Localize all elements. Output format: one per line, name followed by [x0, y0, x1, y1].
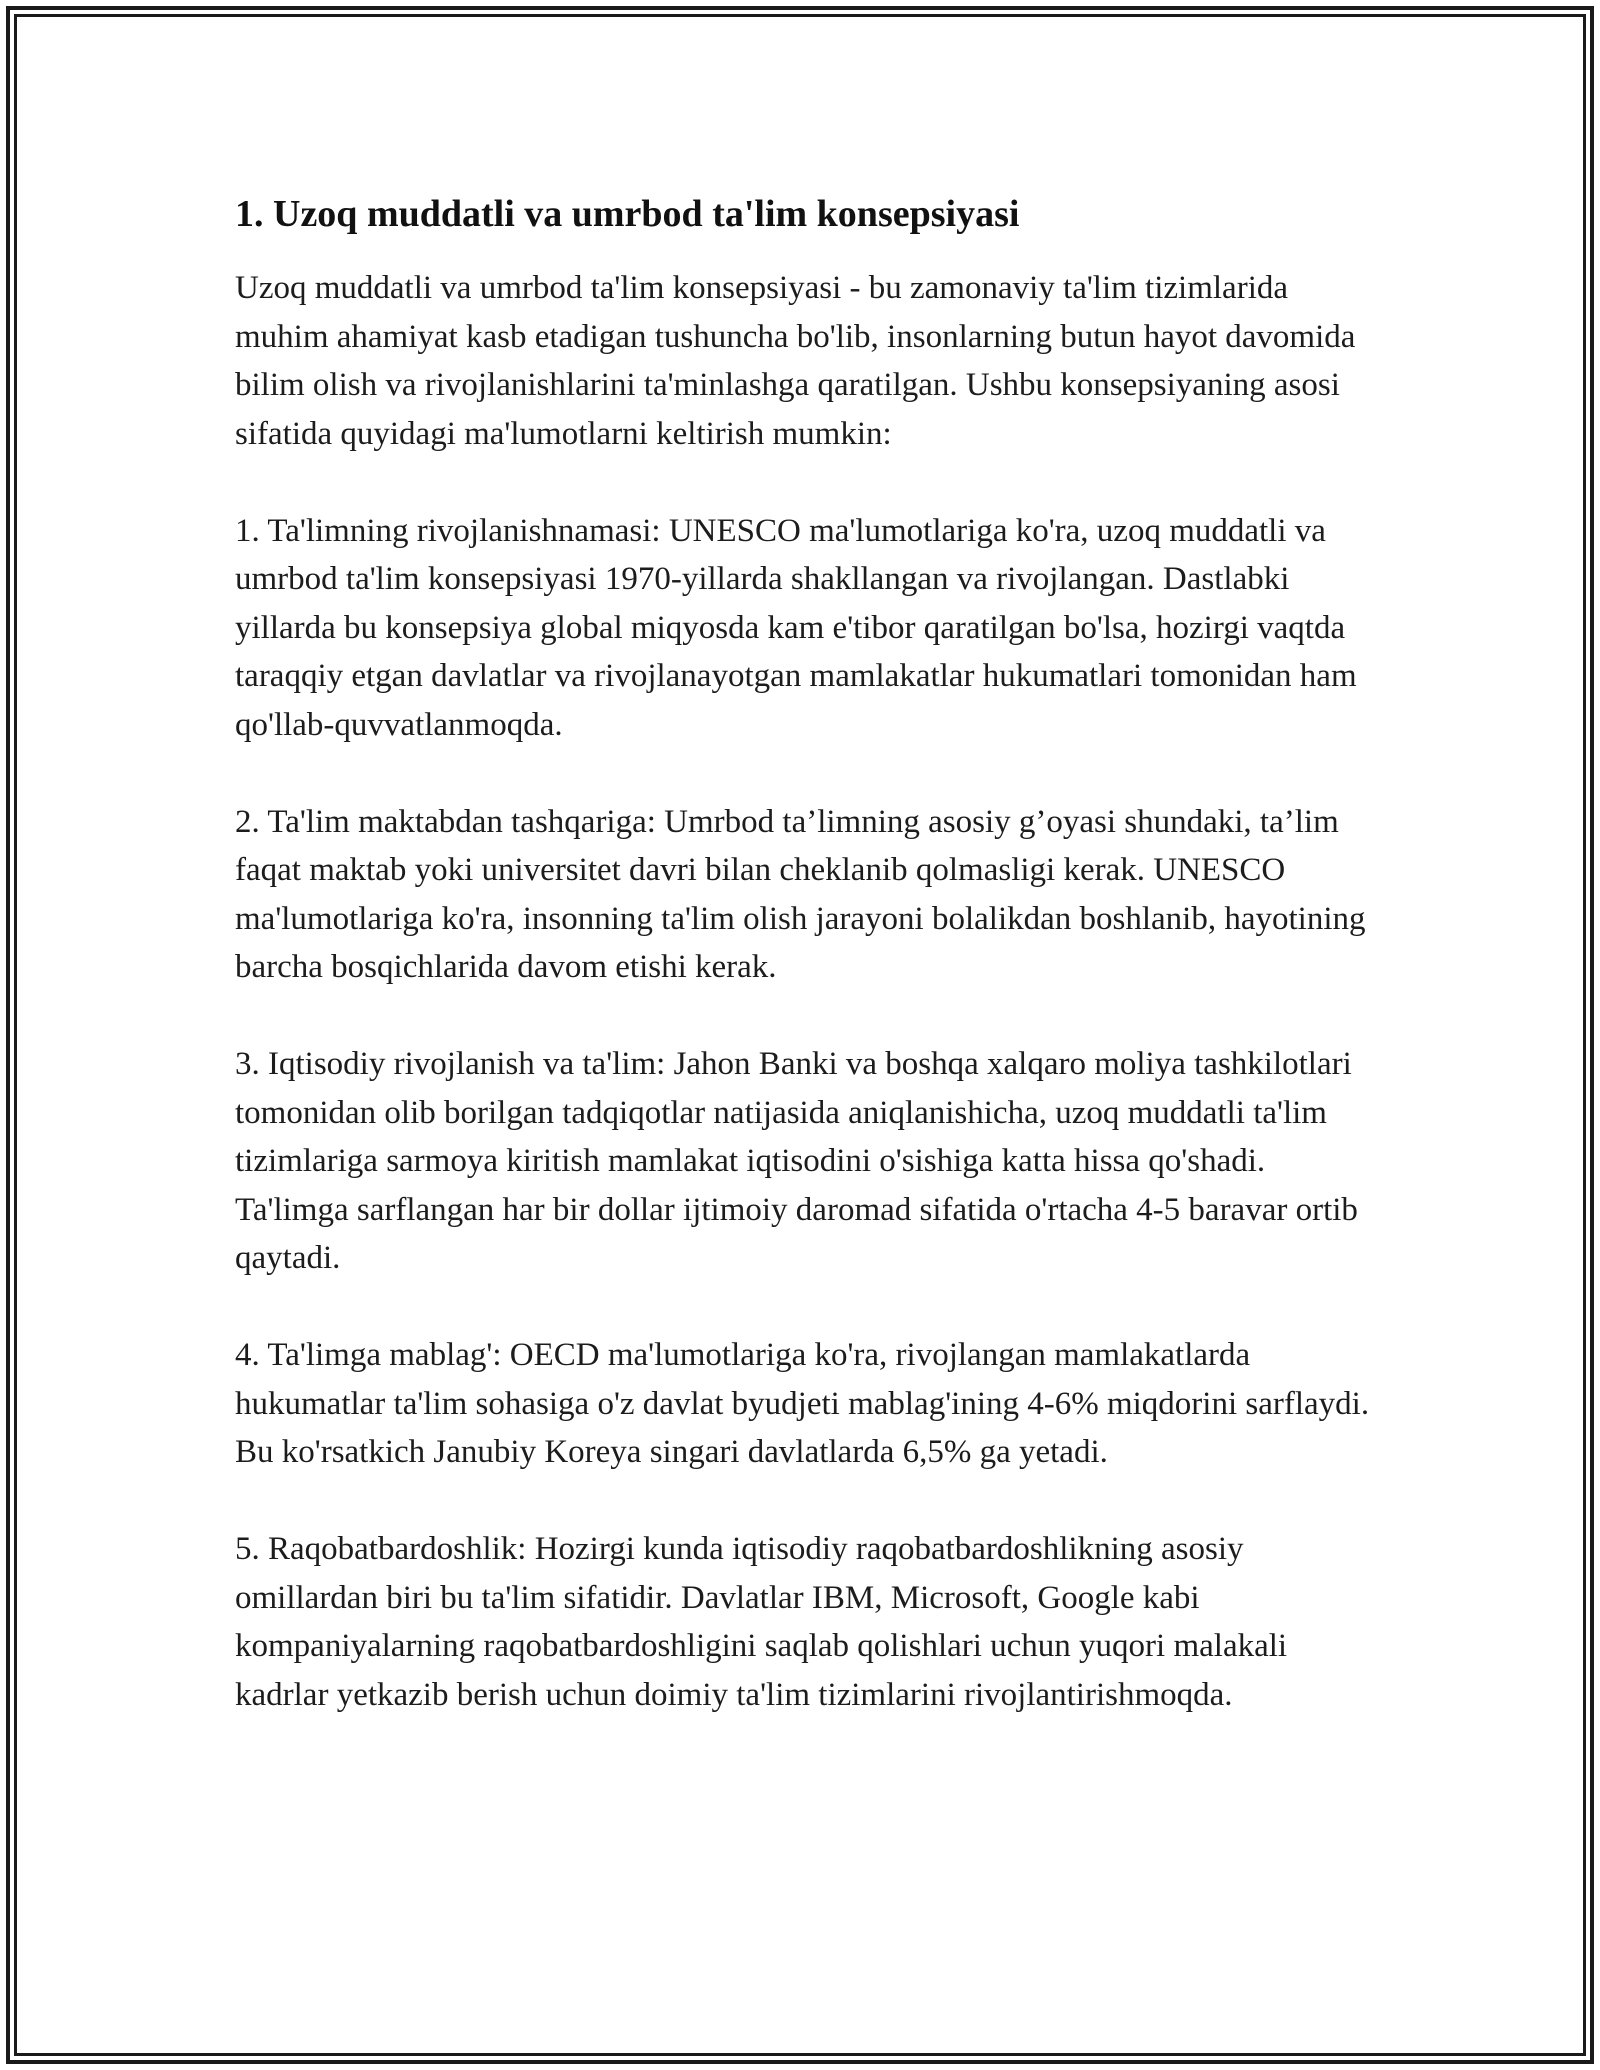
list-item-3-paragraph: 3. Iqtisodiy rivojlanish va ta'lim: Jahon Banki va boshqa xalqaro moliya tashkilotlari tomonidan olib borilgan tadqiqotlar natijasida aniqlanishicha, uzoq muddatli ta'lim tizimlariga sarmoya kiritish mamlakat iqtisodini o'sishiga katta hissa qo'shadi. Ta'limga sarflangan har bir dollar ijtimoiy daromad sifatida o'rtacha 4-5 baravar ortib qaytadi.: [235, 1046, 1358, 1276]
list-item-2-paragraph: 2. Ta'lim maktabdan tashqariga: Umrbod ta’limning asosiy g’oyasi shundaki, ta’lim faqat maktab yoki universitet davri bilan cheklanib qolmasligi kerak. UNESCO ma'lumotlariga ko'ra, insonning ta'lim olish jarayoni bolalikdan boshlanib, hayotining barcha bosqichlarida davom etishi kerak.: [235, 803, 1366, 985]
list-item-1-paragraph: 1. Ta'limning rivojlanishnamasi: UNESCO ma'lumotlariga ko'ra, uzoq muddatli va umrbod ta'lim konsepsiyasi 1970-yillarda shakllangan va rivojlangan. Dastlabki yillarda bu konsepsiya global miqyosda kam e'tibor qaratilgan bo'lsa, hozirgi vaqtda taraqqiy etgan davlatlar va rivojlanayotgan mamlakatlar hukumatlari tomonidan ham qo'llab-quvvatlanmoqda.: [235, 512, 1357, 743]
document-title: 1. Uzoq muddatli va umrbod ta'lim konsepsiyasi: [235, 193, 1020, 235]
intro-paragraph: Uzoq muddatli va umrbod ta'lim konsepsiyasi - bu zamonaviy ta'lim tizimlarida muhim ahamiyat kasb etadigan tushuncha bo'lib, insonlarning butun hayot davomida bilim olish va rivojlanishlarini ta'minlashga qaratilgan. Ushbu konsepsiyaning asosi sifatida quyidagi ma'lumotlarni keltirish mumkin:: [235, 270, 1356, 452]
list-item-4-paragraph: 4. Ta'limga mablag': OECD ma'lumotlariga ko'ra, rivojlangan mamlakatlarda hukumatlar ta'lim sohasiga o'z davlat byudjeti mablag'ining 4-6% miqdorini sarflaydi. Bu ko'rsatkich Janubiy Koreya singari davlatlarda 6,5% ga yetadi.: [235, 1337, 1370, 1470]
list-item-5-paragraph: 5. Raqobatbardoshlik: Hozirgi kunda iqtisodiy raqobatbardoshlikning asosiy omillardan biri bu ta'lim sifatidir. Davlatlar IBM, Microsoft, Google kabi kompaniyalarning raqobatbardoshligini saqlab qolishlari uchun yuqori malakali kadrlar yetkazib berish uchun doimiy ta'lim tizimlarini rivojlantirishmoqda.: [235, 1531, 1288, 1713]
document-body: [235, 186, 1375, 1768]
